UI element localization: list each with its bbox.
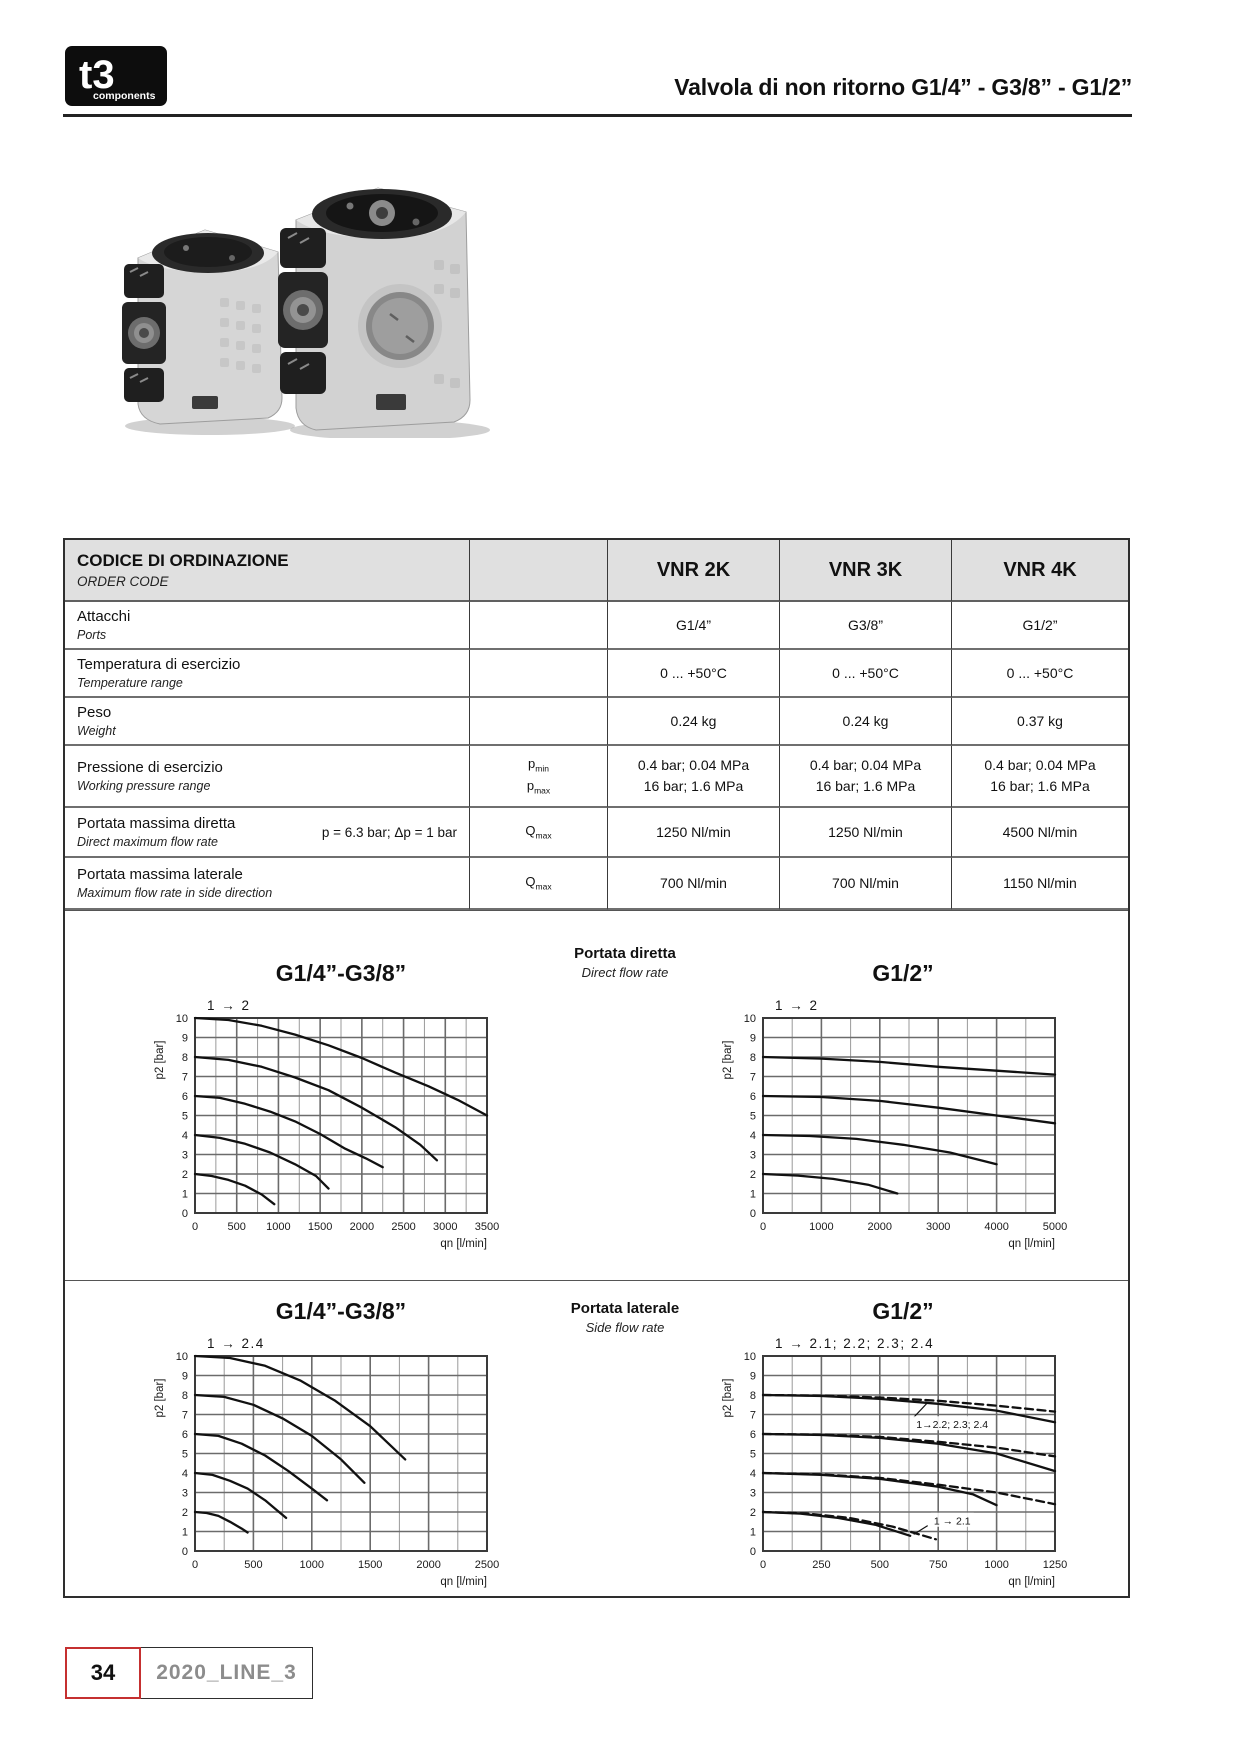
chart-side-small <box>145 1330 499 1597</box>
flow-direction-label: 1 → 2 <box>207 998 251 1013</box>
x-tick-label: 1250 <box>1042 1559 1067 1571</box>
row-param-cell <box>470 698 608 746</box>
y-tick-label: 5 <box>749 1110 756 1123</box>
caption-italian: Portata laterale <box>570 1300 680 1317</box>
x-tick-label: 500 <box>870 1559 889 1571</box>
value-cell <box>780 808 952 858</box>
y-tick-label: 7 <box>181 1409 188 1422</box>
value-cell <box>780 650 952 698</box>
x-tick-label: 1000 <box>809 1221 834 1233</box>
y-tick-label: 9 <box>749 1370 756 1383</box>
x-tick-label: 2000 <box>349 1221 375 1233</box>
row-label-english: Working pressure range <box>77 779 211 793</box>
page-number-box: 34 <box>65 1647 141 1699</box>
y-tick-label: 5 <box>749 1448 756 1461</box>
row-label-italian: Temperatura di esercizio <box>77 656 241 673</box>
y-tick-label: 6 <box>181 1091 188 1103</box>
y-tick-label: 8 <box>181 1390 188 1402</box>
x-tick-label: 2000 <box>867 1221 893 1233</box>
y-tick-label: 2 <box>749 1169 756 1181</box>
x-tick-label: 1500 <box>357 1559 383 1571</box>
y-tick-label: 8 <box>181 1052 188 1064</box>
value-cell <box>952 746 1128 808</box>
chart-title-direct-small: G1/4”-G3/8” <box>275 960 407 986</box>
order-code-table <box>65 540 1128 910</box>
param-symbol: $p_{max}$ <box>526 778 551 796</box>
column-header-vnr-2k: VNR 2K <box>608 540 780 602</box>
value-line: 700 Nl/min <box>660 874 727 891</box>
x-axis-label: qn [l/min] <box>440 1238 487 1250</box>
y-tick-label: 9 <box>181 1032 188 1045</box>
logo-text: t3 <box>79 53 115 97</box>
x-tick-label: 2500 <box>474 1559 499 1571</box>
y-tick-label: 3 <box>181 1149 188 1162</box>
row-label-cell <box>65 746 470 808</box>
y-tick-label: 3 <box>749 1149 756 1162</box>
chart-title-direct-large: G1/2” <box>872 960 934 986</box>
row-condition: p = 6.3 bar; Δp = 1 bar <box>321 824 457 840</box>
row-label-italian: Portata massima diretta <box>77 815 236 832</box>
value-line: 0.4 bar; 0.04 MPa <box>637 757 750 773</box>
value-cell <box>780 746 952 808</box>
x-tick-label: 1000 <box>984 1559 1009 1571</box>
x-tick-label: 0 <box>759 1559 767 1571</box>
value-line: 0.4 bar; 0.04 MPa <box>809 757 922 773</box>
row-label-stack <box>77 656 240 690</box>
table-title: CODICE DI ORDINAZIONE <box>77 551 289 570</box>
chart-svg <box>145 992 499 1259</box>
chart-direct-small <box>145 992 499 1259</box>
product-photo-large-valve <box>278 188 470 430</box>
y-tick-label: 0 <box>181 1546 188 1558</box>
value-line: 1250 Nl/min <box>656 823 731 840</box>
x-tick-label: 0 <box>191 1221 199 1233</box>
x-axis-label: qn [l/min] <box>1008 1238 1055 1250</box>
y-tick-label: 6 <box>181 1429 188 1441</box>
x-tick-label: 0 <box>759 1221 767 1233</box>
row-label-english: Maximum flow rate in side direction <box>77 886 273 900</box>
x-tick-label: 500 <box>227 1221 246 1233</box>
row-param-cell <box>470 746 608 808</box>
document-code-box: 2020_LINE_3 <box>141 1647 313 1699</box>
t3-components-logo <box>65 46 167 106</box>
param-symbol: $Q_{max}$ <box>525 874 552 892</box>
value-cell <box>952 808 1128 858</box>
value-cell <box>952 650 1128 698</box>
row-label-cell <box>65 602 470 650</box>
value-cell <box>608 858 780 910</box>
chart-side-large <box>713 1330 1067 1597</box>
x-tick-label: 3000 <box>925 1221 951 1233</box>
value-line: 1250 Nl/min <box>828 823 903 840</box>
value-line: 1150 Nl/min <box>1003 874 1077 891</box>
row-label-cell <box>65 858 470 910</box>
y-tick-label: 10 <box>175 1013 188 1025</box>
x-tick-label: 500 <box>244 1559 263 1571</box>
y-tick-label: 2 <box>181 1169 188 1181</box>
y-axis-label: p2 [bar] <box>722 1378 734 1418</box>
x-axis-label: qn [l/min] <box>440 1576 487 1588</box>
value-line: 0.24 kg <box>670 712 717 729</box>
value-line: 700 Nl/min <box>832 874 899 891</box>
y-axis-label: p2 [bar] <box>154 1040 166 1080</box>
param-symbol: $p_{min}$ <box>528 756 549 774</box>
order-code-header-cell <box>65 540 470 602</box>
y-tick-label: 1 <box>181 1188 188 1201</box>
column-header-vnr-4k: VNR 4K <box>952 540 1128 602</box>
value-line: 16 bar; 1.6 MPa <box>643 778 744 794</box>
param-subscript: max <box>535 881 552 892</box>
y-tick-label: 2 <box>749 1507 756 1519</box>
value-line: G1/4” <box>675 616 711 633</box>
x-tick-label: 250 <box>812 1559 831 1571</box>
row-label-italian: Portata massima laterale <box>77 866 243 883</box>
order-code-header-stack <box>77 551 289 589</box>
value-cell <box>608 602 780 650</box>
row-label-italian: Pressione di esercizio <box>77 759 223 776</box>
row-label-cell <box>65 808 470 858</box>
row-param-cell <box>470 650 608 698</box>
product-photos <box>100 168 520 438</box>
y-tick-label: 4 <box>749 1468 756 1480</box>
param-subscript: min <box>535 763 549 774</box>
value-line: 0 ... +50°C <box>832 664 899 681</box>
y-tick-label: 0 <box>749 1546 756 1558</box>
y-tick-label: 4 <box>181 1468 188 1480</box>
y-tick-label: 7 <box>749 1071 756 1084</box>
y-tick-label: 0 <box>181 1208 188 1220</box>
flow-direction-label: 1 → 2 <box>775 998 819 1013</box>
row-label-english: Weight <box>77 724 116 738</box>
y-tick-label: 4 <box>749 1130 756 1142</box>
param-header-cell <box>470 540 608 602</box>
y-tick-label: 10 <box>743 1351 756 1363</box>
section-caption-side <box>515 1300 735 1335</box>
value-line: 4500 Nl/min <box>1002 823 1078 840</box>
table-subtitle: ORDER CODE <box>77 574 169 589</box>
chart-svg <box>145 1330 499 1597</box>
chart-title-side-large: G1/2” <box>872 1298 934 1324</box>
row-label-english: Ports <box>77 628 107 642</box>
y-tick-label: 10 <box>743 1013 756 1025</box>
y-tick-label: 0 <box>749 1208 756 1220</box>
page-title: Valvola di non ritorno G1/4” - G3/8” - G1/2” <box>674 74 1132 100</box>
product-photo-small-valve <box>122 230 282 424</box>
value-line: 16 bar; 1.6 MPa <box>990 778 1090 794</box>
y-tick-label: 8 <box>749 1390 756 1402</box>
caption-english: Direct flow rate <box>581 965 669 980</box>
caption-italian: Portata diretta <box>574 945 676 962</box>
value-line: 0.24 kg <box>842 712 889 729</box>
y-tick-label: 6 <box>749 1429 756 1441</box>
value-cell <box>780 858 952 910</box>
y-tick-label: 2 <box>181 1507 188 1519</box>
row-label-stack <box>77 608 130 642</box>
row-label-italian: Peso <box>77 704 112 721</box>
value-cell <box>952 858 1128 910</box>
caption-english: Side flow rate <box>585 1320 665 1335</box>
x-tick-label: 1500 <box>307 1221 333 1233</box>
value-cell <box>608 698 780 746</box>
annotation-label: 1→2.2; 2.3; 2.4 <box>916 1418 989 1431</box>
value-cell <box>608 650 780 698</box>
y-tick-label: 5 <box>181 1110 188 1123</box>
y-tick-label: 7 <box>749 1409 756 1422</box>
y-tick-label: 6 <box>749 1091 756 1103</box>
row-label-cell <box>65 698 470 746</box>
y-tick-label: 9 <box>749 1032 756 1045</box>
row-label-stack <box>77 759 223 793</box>
row-label-stack <box>77 704 116 738</box>
section-caption-direct <box>515 945 735 980</box>
value-line: 0.37 kg <box>1017 712 1063 729</box>
flow-direction-label: 1 → 2.4 <box>207 1336 265 1351</box>
row-param-cell <box>470 602 608 650</box>
flow-direction-label: 1 → 2.1; 2.2; 2.3; 2.4 <box>775 1336 935 1351</box>
value-cell <box>780 602 952 650</box>
row-label-english: Temperature range <box>77 676 183 690</box>
param-symbol: $Q_{max}$ <box>525 823 552 841</box>
chart-title-side-small: G1/4”-G3/8” <box>275 1298 407 1324</box>
y-tick-label: 1 <box>181 1526 188 1539</box>
y-tick-label: 8 <box>749 1052 756 1064</box>
x-tick-label: 0 <box>191 1559 199 1571</box>
section-divider <box>65 910 1128 911</box>
value-line: 0 ... +50°C <box>660 664 727 681</box>
y-tick-label: 3 <box>181 1487 188 1500</box>
value-cell <box>952 602 1128 650</box>
datasheet-frame <box>63 538 1130 1598</box>
value-line: 0 ... +50°C <box>1006 664 1074 681</box>
y-tick-label: 1 <box>749 1526 756 1539</box>
y-axis-label: p2 [bar] <box>722 1040 734 1080</box>
row-param-cell <box>470 808 608 858</box>
value-line: G3/8” <box>847 616 883 633</box>
row-label-cell <box>65 650 470 698</box>
section-divider <box>65 1280 1128 1281</box>
column-header-vnr-3k: VNR 3K <box>780 540 952 602</box>
y-tick-label: 10 <box>175 1351 188 1363</box>
value-cell <box>608 808 780 858</box>
row-label-stack <box>77 866 272 900</box>
value-line: 0.4 bar; 0.04 MPa <box>984 757 1096 773</box>
value-line: G1/2” <box>1022 616 1058 633</box>
param-subscript: max <box>534 785 551 796</box>
value-cell <box>952 698 1128 746</box>
x-tick-label: 4000 <box>984 1221 1009 1233</box>
y-tick-label: 3 <box>749 1487 756 1500</box>
value-cell <box>780 698 952 746</box>
x-tick-label: 750 <box>929 1559 948 1571</box>
chart-svg <box>713 992 1067 1259</box>
x-tick-label: 1000 <box>266 1221 291 1233</box>
annotation-label: 1 → 2.1 <box>933 1515 971 1528</box>
row-label-english: Direct maximum flow rate <box>77 835 218 849</box>
x-tick-label: 2500 <box>391 1221 416 1233</box>
x-tick-label: 5000 <box>1042 1221 1067 1233</box>
logo-subtext: components <box>93 90 156 102</box>
x-tick-label: 3500 <box>474 1221 499 1233</box>
chart-svg <box>713 1330 1067 1597</box>
header-rule <box>63 114 1132 117</box>
x-tick-label: 2000 <box>416 1559 441 1571</box>
row-label-italian: Attacchi <box>77 608 131 625</box>
row-param-cell <box>470 858 608 910</box>
chart-direct-large <box>713 992 1067 1259</box>
y-tick-label: 4 <box>181 1130 188 1142</box>
x-tick-label: 1000 <box>299 1559 325 1571</box>
param-subscript: max <box>535 830 552 841</box>
row-label-stack <box>77 815 235 849</box>
y-tick-label: 1 <box>749 1188 756 1201</box>
y-tick-label: 5 <box>181 1448 188 1461</box>
value-cell <box>608 746 780 808</box>
x-axis-label: qn [l/min] <box>1008 1576 1055 1588</box>
x-tick-label: 3000 <box>433 1221 458 1233</box>
y-axis-label: p2 [bar] <box>154 1378 166 1418</box>
y-tick-label: 9 <box>181 1370 188 1383</box>
value-line: 16 bar; 1.6 MPa <box>815 778 916 794</box>
y-tick-label: 7 <box>181 1071 188 1084</box>
